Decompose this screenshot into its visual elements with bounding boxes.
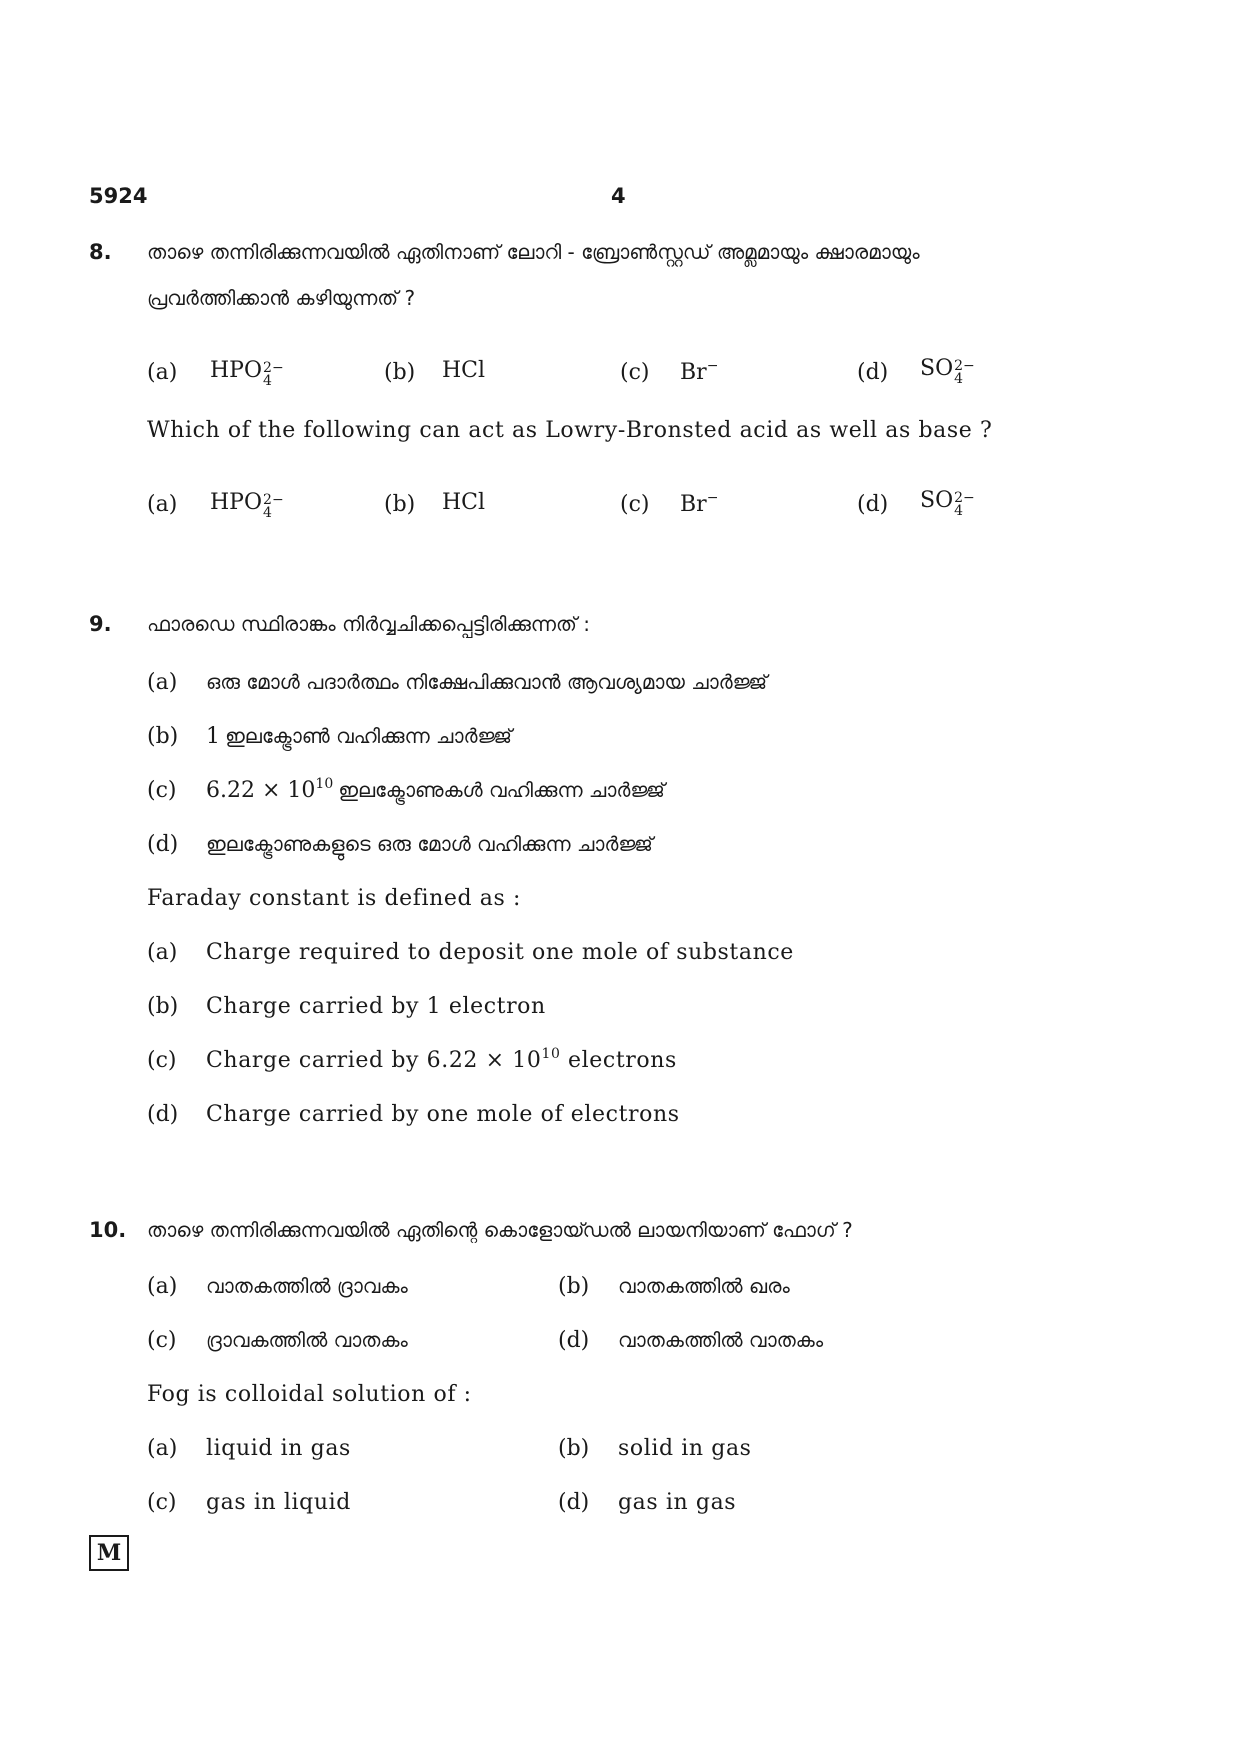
option-text: Charge required to deposit one mole of substance	[206, 940, 794, 965]
question-9-en-text: Faraday constant is defined as :	[147, 886, 522, 911]
question-10-ml-text: താഴെ തന്നിരിക്കുന്നവയിൽ ഏതിന്റെ കൊളോയ്ഡൽ ലായനിയാണ് ഫോഗ് ?	[147, 1218, 853, 1242]
option-label: (c)	[147, 1328, 177, 1353]
option-label: (d)	[558, 1328, 590, 1353]
option-text: Charge carried by $6.22 \times 10^{10}$ electrons	[206, 1046, 677, 1073]
option-label: (d)	[857, 360, 889, 385]
question-10-number: 10.	[89, 1218, 127, 1242]
question-10-en-text: Fog is colloidal solution of :	[147, 1382, 472, 1407]
option-label: (c)	[147, 778, 177, 803]
page-number: 4	[611, 184, 626, 208]
option-a-formula: HPO 2− 4	[210, 358, 284, 389]
question-8-en-text: Which of the following can act as Lowry-Bronsted acid as well as base ?	[147, 418, 993, 443]
option-d-formula: SO 2− 4	[920, 488, 975, 519]
option-a-formula: HPO 2− 4	[210, 490, 284, 521]
option-label: (a)	[147, 940, 178, 965]
option-text: വാതകത്തിൽ ഖരം	[618, 1274, 790, 1298]
option-label: (b)	[147, 994, 179, 1019]
option-text: ഇലക്ട്രോണുകളുടെ ഒരു മോൾ വഹിക്കുന്ന ചാർജ്ജ്	[206, 832, 653, 856]
option-text: ഒരു മോൾ പദാർത്ഥം നിക്ഷേപിക്കുവാൻ ആവശ്യമായ ചാർജ്ജ്	[206, 670, 768, 694]
option-label: (b)	[558, 1436, 590, 1461]
option-label: (c)	[620, 492, 650, 517]
option-label: (a)	[147, 360, 178, 385]
option-c-formula: Br−	[680, 490, 719, 517]
option-text: വാതകത്തിൽ ദ്രാവകം	[206, 1274, 408, 1298]
option-text: ദ്രാവകത്തിൽ വാതകം	[206, 1328, 408, 1352]
question-9-number: 9.	[89, 612, 112, 636]
option-label: (a)	[147, 1274, 178, 1299]
option-text: gas in gas	[618, 1490, 737, 1515]
option-b-formula: HCl	[442, 490, 486, 515]
option-label: (d)	[147, 1102, 179, 1127]
paper-code: 5924	[89, 184, 148, 208]
option-label: (d)	[558, 1490, 590, 1515]
option-d-formula: SO 2− 4	[920, 356, 975, 387]
option-label: (c)	[147, 1048, 177, 1073]
option-text: Charge carried by 1 electron	[206, 994, 546, 1019]
option-label: (c)	[620, 360, 650, 385]
option-text: വാതകത്തിൽ വാതകം	[618, 1328, 824, 1352]
option-label: (c)	[147, 1490, 177, 1515]
option-label: (b)	[384, 492, 416, 517]
option-label: (a)	[147, 1436, 178, 1461]
option-label: (b)	[558, 1274, 590, 1299]
option-label: (d)	[147, 832, 179, 857]
option-label: (a)	[147, 492, 178, 517]
option-label: (a)	[147, 670, 178, 695]
option-text: 6.22 × 1010 ഇലക്ട്രോണുകൾ വഹിക്കുന്ന ചാർജ്ജ്	[206, 776, 665, 803]
medium-mark-box: M	[89, 1535, 129, 1571]
option-c-formula: Br−	[680, 358, 719, 385]
option-text: solid in gas	[618, 1436, 752, 1461]
question-8-ml-line2: പ്രവർത്തിക്കാൻ കഴിയുന്നത് ?	[147, 286, 416, 310]
option-text: 1 ഇലക്ട്രോൺ വഹിക്കുന്ന ചാർജ്ജ്	[206, 724, 512, 749]
option-text: gas in liquid	[206, 1490, 351, 1515]
option-label: (b)	[147, 724, 179, 749]
question-8-number: 8.	[89, 240, 112, 264]
option-text: Charge carried by one mole of electrons	[206, 1102, 680, 1127]
option-text: liquid in gas	[206, 1436, 351, 1461]
option-b-formula: HCl	[442, 358, 486, 383]
question-8-ml-line1: താഴെ തന്നിരിക്കുന്നവയിൽ ഏതിനാണ് ലോറി - ബ്രോൺസ്റ്റഡ് അമ്ലമായും ക്ഷാരമായും	[147, 240, 920, 264]
question-9-ml-text: ഫാരഡെ സ്ഥിരാങ്കം നിർവ്വചിക്കപ്പെട്ടിരിക്കുന്നത് :	[147, 612, 590, 636]
option-label: (d)	[857, 492, 889, 517]
option-label: (b)	[384, 360, 416, 385]
